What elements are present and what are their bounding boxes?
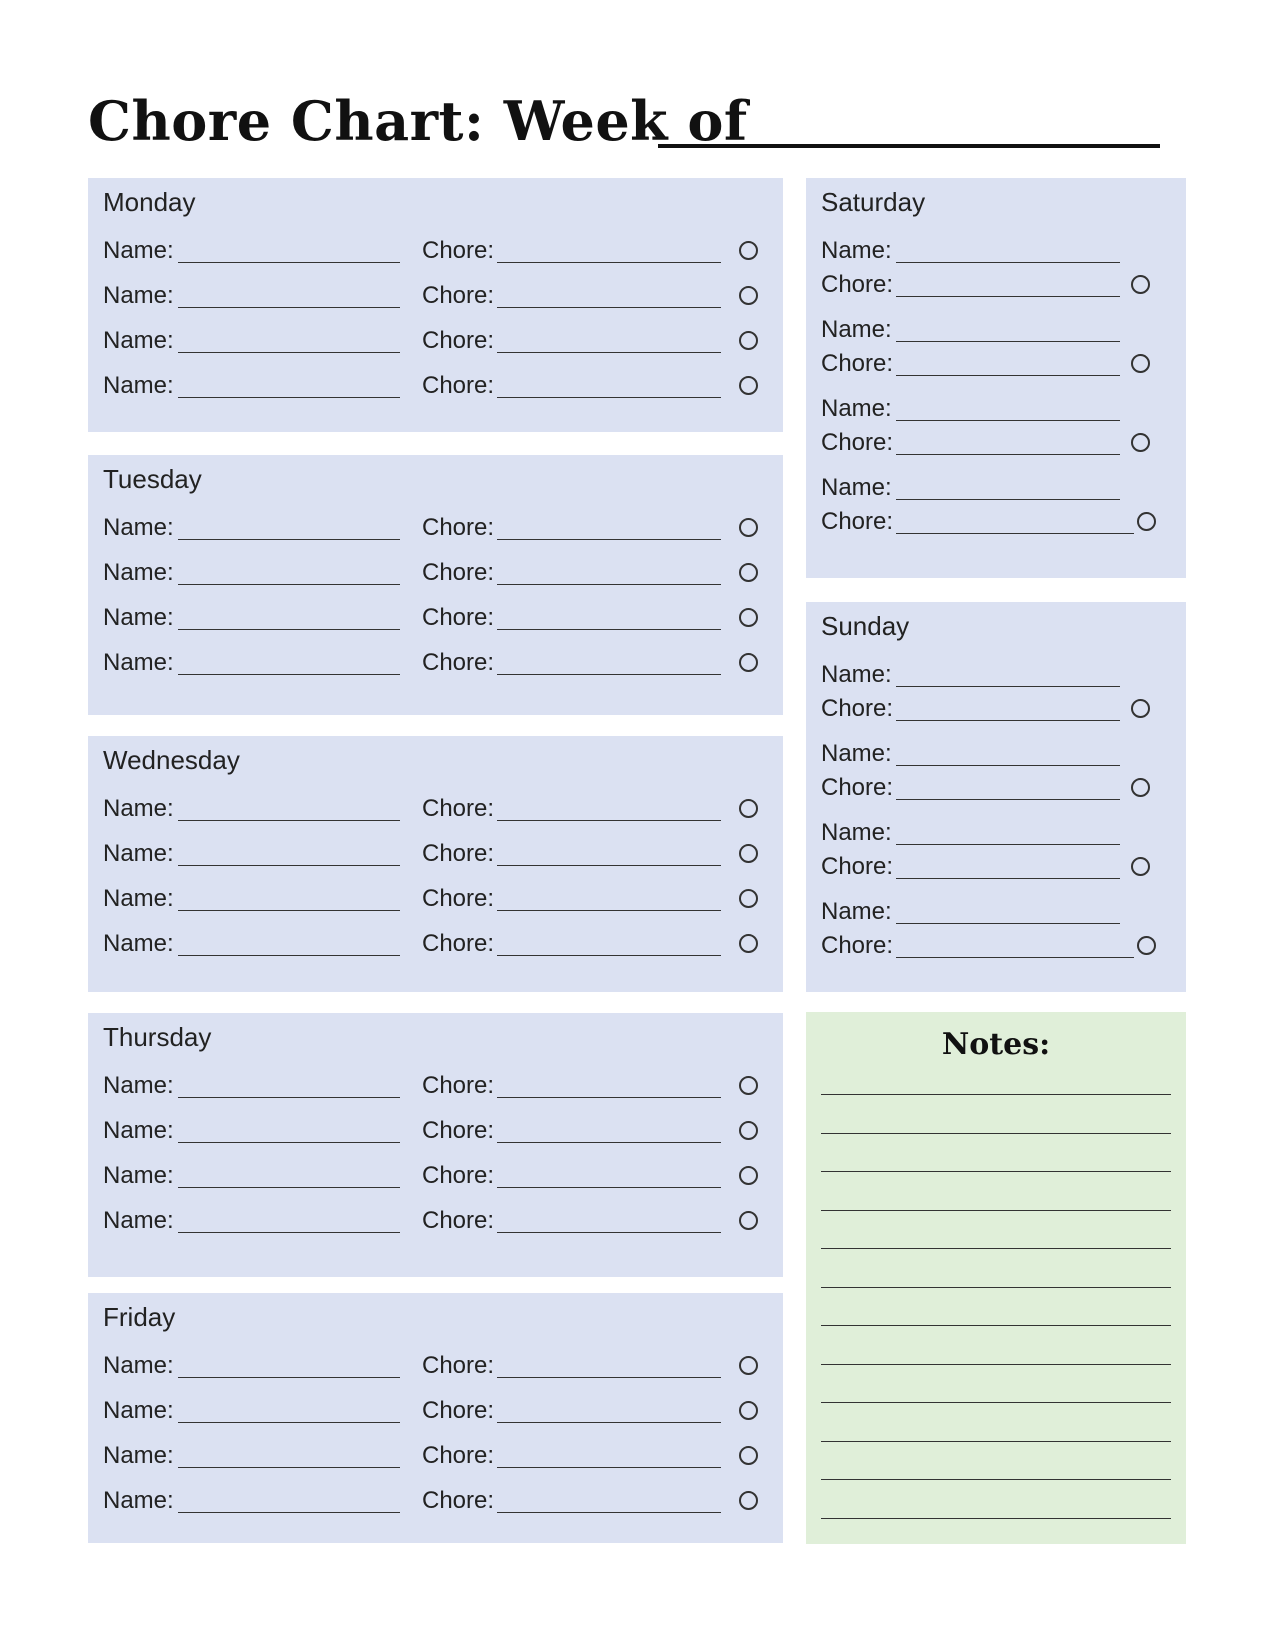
chore-label: Chore: [422, 282, 495, 309]
notes-line[interactable] [821, 1364, 1171, 1365]
name-label: Name: [103, 1442, 174, 1469]
notes-line[interactable] [821, 1518, 1171, 1519]
name-label: Name: [103, 237, 174, 264]
name-label: Name: [103, 1352, 174, 1379]
chore-input[interactable] [896, 878, 1120, 879]
chore-input[interactable] [497, 262, 721, 263]
chore-input[interactable] [497, 910, 721, 911]
name-input[interactable] [178, 539, 400, 540]
name-input[interactable] [896, 923, 1120, 924]
chore-label: Chore: [821, 774, 894, 801]
name-input[interactable] [178, 1097, 400, 1098]
name-label: Name: [821, 237, 892, 264]
notes-title: Notes: [941, 1027, 1051, 1062]
name-label: Name: [103, 1207, 174, 1234]
chore-label: Chore: [422, 1162, 495, 1189]
chore-input[interactable] [497, 1467, 721, 1468]
notes-line[interactable] [821, 1133, 1171, 1134]
header [88, 88, 1168, 154]
chore-label: Chore: [422, 237, 495, 264]
day-title: Tuesday [103, 464, 202, 494]
checkbox-circle-icon[interactable] [739, 1166, 758, 1185]
chore-input[interactable] [896, 720, 1120, 721]
name-input[interactable] [178, 1377, 400, 1378]
name-label: Name: [103, 885, 174, 912]
chore-label: Chore: [422, 604, 495, 631]
chore-label: Chore: [422, 930, 495, 957]
chore-input[interactable] [896, 375, 1120, 376]
chore-input[interactable] [497, 1422, 721, 1423]
name-label: Name: [821, 474, 892, 501]
checkbox-circle-icon[interactable] [739, 563, 758, 582]
chore-label: Chore: [821, 695, 894, 722]
notes-line[interactable] [821, 1210, 1171, 1211]
notes-line[interactable] [821, 1479, 1171, 1480]
chore-input[interactable] [896, 296, 1120, 297]
name-input[interactable] [896, 844, 1120, 845]
checkbox-circle-icon[interactable] [739, 1446, 758, 1465]
chore-label: Chore: [422, 1207, 495, 1234]
name-label: Name: [103, 514, 174, 541]
chore-input[interactable] [497, 539, 721, 540]
day-panel-monday [88, 178, 783, 432]
name-label: Name: [103, 372, 174, 399]
name-input[interactable] [178, 262, 400, 263]
name-label: Name: [103, 282, 174, 309]
day-panel-wednesday [88, 736, 783, 992]
chore-label: Chore: [422, 1352, 495, 1379]
name-label: Name: [103, 930, 174, 957]
notes-line[interactable] [821, 1441, 1171, 1442]
name-input[interactable] [178, 629, 400, 630]
chore-input[interactable] [497, 1232, 721, 1233]
notes-panel [806, 1012, 1186, 1544]
notes-line[interactable] [821, 1171, 1171, 1172]
checkbox-circle-icon[interactable] [1131, 699, 1150, 718]
name-input[interactable] [178, 1187, 400, 1188]
chore-label: Chore: [821, 508, 894, 535]
chore-label: Chore: [821, 853, 894, 880]
checkbox-circle-icon[interactable] [739, 1491, 758, 1510]
name-label: Name: [103, 327, 174, 354]
chore-input[interactable] [497, 674, 721, 675]
checkbox-circle-icon[interactable] [739, 1356, 758, 1375]
chore-label: Chore: [821, 271, 894, 298]
chore-label: Chore: [422, 327, 495, 354]
chore-label: Chore: [422, 514, 495, 541]
notes-line[interactable] [821, 1402, 1171, 1403]
name-input[interactable] [178, 955, 400, 956]
day-title: Wednesday [103, 745, 240, 775]
chore-label: Chore: [821, 932, 894, 959]
checkbox-circle-icon[interactable] [739, 889, 758, 908]
chore-input[interactable] [497, 584, 721, 585]
chore-input[interactable] [497, 820, 721, 821]
name-label: Name: [821, 819, 892, 846]
name-label: Name: [103, 1397, 174, 1424]
chore-label: Chore: [422, 885, 495, 912]
name-input[interactable] [178, 1142, 400, 1143]
chore-input[interactable] [497, 352, 721, 353]
chore-input[interactable] [497, 1512, 721, 1513]
name-label: Name: [821, 661, 892, 688]
checkbox-circle-icon[interactable] [1137, 512, 1156, 531]
checkbox-circle-icon[interactable] [739, 934, 758, 953]
chore-label: Chore: [422, 1487, 495, 1514]
name-input[interactable] [896, 765, 1120, 766]
checkbox-circle-icon[interactable] [1137, 936, 1156, 955]
chore-label: Chore: [422, 372, 495, 399]
name-label: Name: [103, 795, 174, 822]
name-label: Name: [103, 604, 174, 631]
name-label: Name: [103, 1072, 174, 1099]
chore-label: Chore: [821, 350, 894, 377]
day-panel-sunday [806, 602, 1186, 992]
checkbox-circle-icon[interactable] [739, 241, 758, 260]
chore-input[interactable] [497, 629, 721, 630]
chore-input[interactable] [497, 397, 721, 398]
chore-label: Chore: [422, 840, 495, 867]
chore-label: Chore: [422, 1442, 495, 1469]
chore-input[interactable] [896, 533, 1134, 534]
chore-input[interactable] [497, 1187, 721, 1188]
name-input[interactable] [178, 1232, 400, 1233]
day-title: Friday [103, 1302, 176, 1332]
name-label: Name: [821, 395, 892, 422]
chore-input[interactable] [497, 865, 721, 866]
day-panel-thursday [88, 1013, 783, 1277]
notes-line[interactable] [821, 1094, 1171, 1095]
checkbox-circle-icon[interactable] [739, 608, 758, 627]
checkbox-circle-icon[interactable] [739, 653, 758, 672]
checkbox-circle-icon[interactable] [1131, 778, 1150, 797]
name-label: Name: [103, 840, 174, 867]
checkbox-circle-icon[interactable] [739, 376, 758, 395]
chore-input[interactable] [497, 1377, 721, 1378]
name-label: Name: [821, 898, 892, 925]
checkbox-circle-icon[interactable] [1131, 275, 1150, 294]
name-input[interactable] [178, 820, 400, 821]
chore-input[interactable] [896, 454, 1120, 455]
chore-label: Chore: [422, 1072, 495, 1099]
name-input[interactable] [178, 1422, 400, 1423]
name-input[interactable] [896, 420, 1120, 421]
chore-input[interactable] [896, 799, 1120, 800]
name-input[interactable] [896, 499, 1120, 500]
name-input[interactable] [896, 341, 1120, 342]
name-label: Name: [821, 740, 892, 767]
name-input[interactable] [896, 262, 1120, 263]
checkbox-circle-icon[interactable] [739, 1121, 758, 1140]
chore-input[interactable] [497, 307, 721, 308]
chore-input[interactable] [497, 1142, 721, 1143]
checkbox-circle-icon[interactable] [739, 844, 758, 863]
chore-label: Chore: [821, 429, 894, 456]
chore-label: Chore: [422, 559, 495, 586]
checkbox-circle-icon[interactable] [1131, 433, 1150, 452]
name-label: Name: [103, 649, 174, 676]
chore-input[interactable] [896, 957, 1134, 958]
notes-line[interactable] [821, 1325, 1171, 1326]
chore-label: Chore: [422, 1117, 495, 1144]
name-input[interactable] [178, 397, 400, 398]
name-label: Name: [103, 1117, 174, 1144]
day-panel-friday [88, 1293, 783, 1543]
day-panel-saturday [806, 178, 1186, 578]
name-input[interactable] [178, 1467, 400, 1468]
day-panel-tuesday [88, 455, 783, 715]
checkbox-circle-icon[interactable] [1131, 857, 1150, 876]
name-input[interactable] [178, 352, 400, 353]
page-title: Chore Chart: Week of [88, 89, 748, 153]
chore-label: Chore: [422, 649, 495, 676]
name-label: Name: [821, 316, 892, 343]
notes-line[interactable] [821, 1287, 1171, 1288]
checkbox-circle-icon[interactable] [739, 331, 758, 350]
name-input[interactable] [178, 910, 400, 911]
chore-label: Chore: [422, 795, 495, 822]
day-title: Thursday [103, 1022, 212, 1052]
name-input[interactable] [178, 307, 400, 308]
checkbox-circle-icon[interactable] [739, 799, 758, 818]
day-title: Sunday [821, 611, 910, 641]
name-label: Name: [103, 1162, 174, 1189]
checkbox-circle-icon[interactable] [739, 1076, 758, 1095]
checkbox-circle-icon[interactable] [739, 518, 758, 537]
chore-label: Chore: [422, 1397, 495, 1424]
day-title: Saturday [821, 187, 926, 217]
name-input[interactable] [178, 674, 400, 675]
notes-line[interactable] [821, 1248, 1171, 1249]
checkbox-circle-icon[interactable] [739, 286, 758, 305]
checkbox-circle-icon[interactable] [1131, 354, 1150, 373]
checkbox-circle-icon[interactable] [739, 1211, 758, 1230]
name-input[interactable] [178, 1512, 400, 1513]
day-title: Monday [103, 187, 196, 217]
name-input[interactable] [178, 865, 400, 866]
name-label: Name: [103, 559, 174, 586]
chore-input[interactable] [497, 955, 721, 956]
name-input[interactable] [178, 584, 400, 585]
checkbox-circle-icon[interactable] [739, 1401, 758, 1420]
name-label: Name: [103, 1487, 174, 1514]
week-of-field[interactable] [658, 144, 1160, 148]
chore-input[interactable] [497, 1097, 721, 1098]
name-input[interactable] [896, 686, 1120, 687]
